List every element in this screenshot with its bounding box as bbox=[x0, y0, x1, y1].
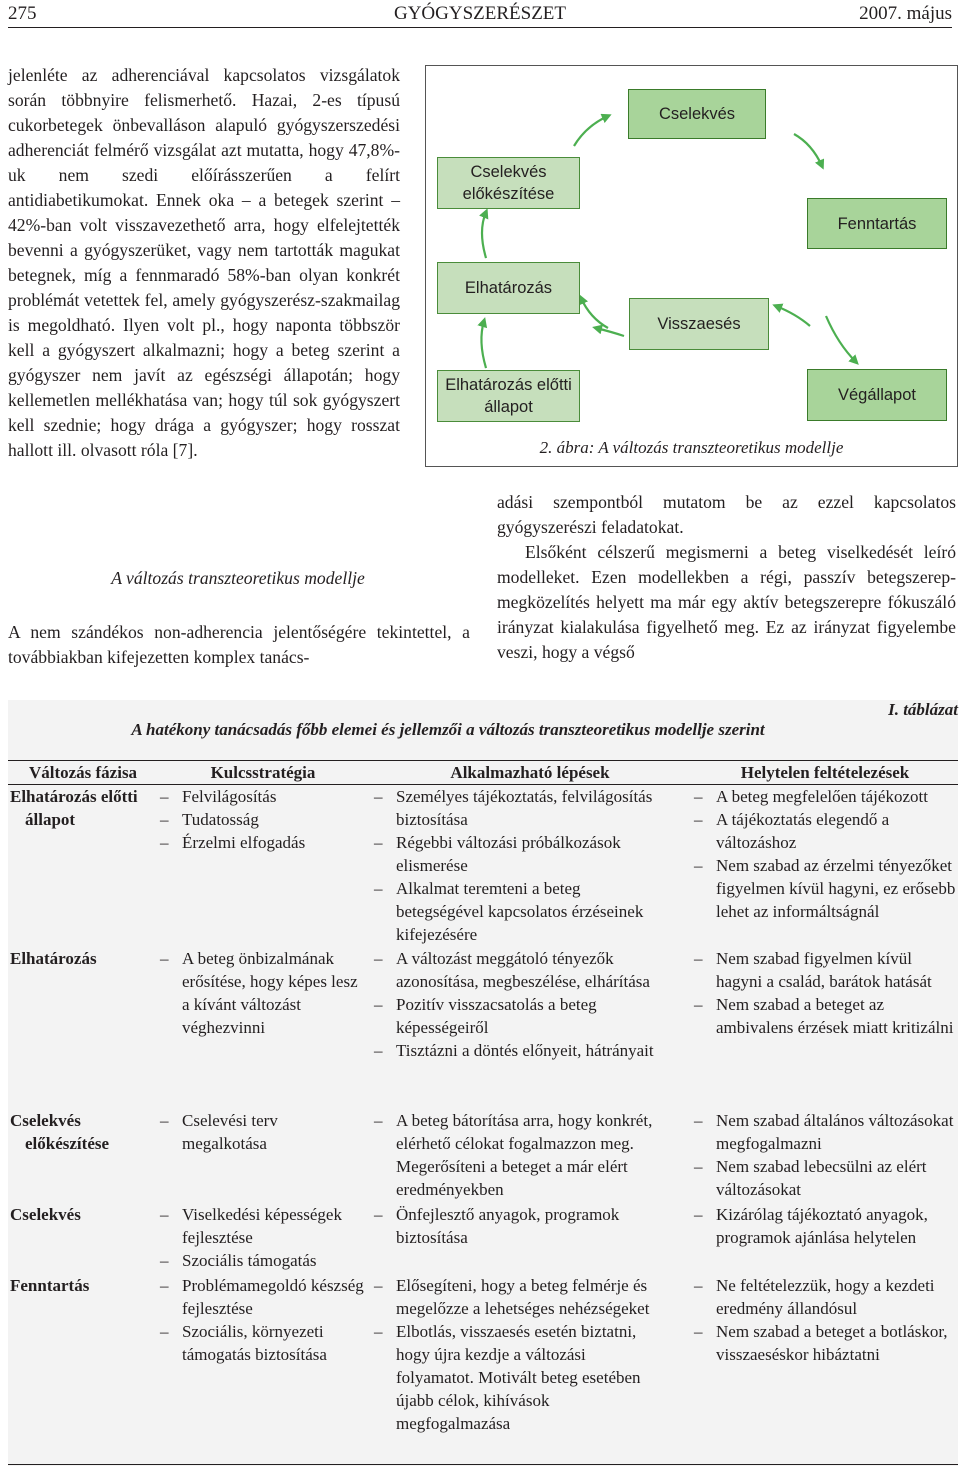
list-item: – Tudatosság bbox=[160, 808, 365, 831]
arrow-relapse-to-preparation bbox=[581, 298, 608, 328]
list-item: – Nem szabad a beteget az ambivalens érzések miatt kritizálni bbox=[694, 993, 956, 1039]
stage-relapse-box bbox=[629, 298, 769, 350]
list-item: – Viselkedési képességek fejlesztése bbox=[160, 1203, 375, 1249]
table-title: A hatékony tanácsadás főbb elemei és jellemzői a változás transzteoretikus modellje szerint bbox=[131, 720, 765, 739]
page-header bbox=[8, 0, 952, 28]
phase-name-line1: Cselekvés bbox=[10, 1205, 81, 1224]
arrow-precontemplation-to-contemplation bbox=[481, 321, 486, 368]
mistakes-cell bbox=[694, 947, 956, 1039]
table-bottom-rule bbox=[8, 1464, 958, 1465]
table-row-phase bbox=[10, 1203, 81, 1226]
list-item: – Elbotlás, visszaesés esetén biztatni, hogy újra kezdje a változási folyamatot. Motivált beteg esetében újabb célok, kihívások megfogalmazása bbox=[374, 1320, 654, 1435]
stage-action-box bbox=[628, 89, 766, 139]
strategy-cell bbox=[160, 1203, 375, 1272]
list-item: – Pozitív visszacsatolás a beteg képességeiről bbox=[374, 993, 654, 1039]
strategy-cell bbox=[160, 947, 365, 1039]
list-item: – Elősegíteni, hogy a beteg felmérje és megelőzze a lehetséges nehézségeket bbox=[374, 1274, 654, 1320]
stage-preparation-label-2: előkészítése bbox=[462, 185, 555, 203]
left-column-text bbox=[8, 63, 400, 463]
table-row-phase bbox=[10, 785, 138, 831]
list-item: – Nem szabad általános változásokat megfogalmazni bbox=[694, 1109, 956, 1155]
stage-preparation-label-1: Cselekvés bbox=[470, 163, 547, 181]
transtheoretical-model-figure bbox=[425, 65, 958, 467]
arrow-contemplation-to-preparation bbox=[482, 212, 486, 258]
header-strategy: Kulcsstratégia bbox=[210, 763, 316, 782]
stage-relapse-label: Visszaesés bbox=[657, 315, 741, 333]
right-paragraph-1: adási szempontból mutatom be az ezzel kapcsolatos gyógyszerészi feladatokat. bbox=[497, 492, 956, 537]
stage-contemplation-label: Elhatározás bbox=[464, 279, 553, 297]
issue-date: 2007. május bbox=[859, 3, 952, 24]
list-item: – A beteg bátorítása arra, hogy konkrét, elérhető célokat fogalmazzon meg. Megerősíteni a beteget a már elért eredményekben bbox=[374, 1109, 654, 1201]
arrow-action-to-maintenance bbox=[794, 134, 822, 166]
list-item: – A változást meggátoló tényezők azonosítása, megbeszélése, elhárítása bbox=[374, 947, 654, 993]
header-steps: Alkalmazható lépések bbox=[450, 763, 610, 782]
list-item: – Nem szabad az érzelmi tényezőket figyelmen kívül hagyni, ez erősebb lehet az informáltságnál bbox=[694, 854, 956, 923]
arrow-maintenance-to-relapse bbox=[776, 306, 810, 326]
list-item: – Alkalmat teremteni a beteg betegségével kapcsolatos érzéseinek kifejezésére bbox=[374, 877, 654, 946]
phase-name-line2: előkészítése bbox=[25, 1134, 110, 1153]
arrow-maintenance-to-termination bbox=[826, 316, 856, 362]
stage-contemplation-box bbox=[437, 262, 580, 314]
steps-cell bbox=[374, 1203, 654, 1249]
stage-maintenance-label: Fenntartás bbox=[837, 214, 917, 233]
list-item: – Nem szabad figyelmen kívül hagyni a család, barátok hatását bbox=[694, 947, 956, 993]
strategy-cell bbox=[160, 785, 365, 854]
list-item: – Nem szabad lebecsülni az elért változásokat bbox=[694, 1155, 956, 1201]
phase-name-line1: Elhatározás előtti bbox=[10, 787, 138, 806]
list-item: – Régebbi változási próbálkozások elismerése bbox=[374, 831, 654, 877]
steps-cell bbox=[374, 1274, 654, 1435]
figure-caption: 2. ábra: A változás transzteoretikus modellje bbox=[539, 438, 844, 457]
phase-name-line1: Cselekvés bbox=[10, 1111, 81, 1130]
list-item: – A beteg megfelelően tájékozott bbox=[694, 785, 956, 808]
table-row-phase bbox=[10, 1274, 89, 1297]
list-item: – Önfejlesztő anyagok, programok biztosítása bbox=[374, 1203, 654, 1249]
strategy-cell bbox=[160, 1274, 365, 1366]
phase-name-line1: Elhatározás bbox=[10, 949, 97, 968]
stage-precontemplation-label-1: Elhatározás előtti bbox=[445, 376, 572, 394]
stage-precontemplation-label-2: állapot bbox=[484, 398, 533, 416]
list-item: – Ne feltételezzük, hogy a kezdeti eredmény állandósul bbox=[694, 1274, 956, 1320]
list-item: – A beteg önbizalmának erősítése, hogy képes lesz a kívánt változást véghezvinni bbox=[160, 947, 365, 1039]
stage-termination-label: Végállapot bbox=[838, 386, 916, 404]
right-paragraph-2: Elsőként célszerű megismerni a beteg viselkedését leíró modelleket. Ezen modellekben a régi, passzív betegszerep-megközelítés helyett ma már egy aktív betegszerepre fókuszáló irányzat kialakulása figyelhető meg. Ez az irányzat figyelembe veszi, hogy a végső bbox=[497, 542, 956, 662]
steps-cell bbox=[374, 947, 654, 1062]
stage-precontemplation-box bbox=[437, 370, 580, 422]
section-title: A változás transzteoretikus modellje bbox=[111, 568, 365, 588]
arrow-preparation-to-action bbox=[574, 116, 608, 146]
table-row-phase bbox=[10, 947, 97, 970]
phase-name-line2: állapot bbox=[25, 810, 76, 829]
steps-cell bbox=[374, 1109, 654, 1201]
mistakes-cell bbox=[694, 1203, 956, 1249]
list-item: – Tisztázni a döntés előnyeit, hátrányait bbox=[374, 1039, 654, 1062]
header-mistakes: Helytelen feltételezések bbox=[740, 763, 910, 782]
list-item: – Kizárólag tájékoztató anyagok, programok ajánlása helytelen bbox=[694, 1203, 956, 1249]
mistakes-cell bbox=[694, 1109, 956, 1201]
strategy-cell bbox=[160, 1109, 365, 1155]
arrow-relapse-to-contemplation bbox=[596, 328, 624, 336]
stage-termination-box bbox=[807, 369, 947, 421]
list-item: – Problémamegoldó készség fejlesztése bbox=[160, 1274, 365, 1320]
header-phase: Változás fázisa bbox=[28, 763, 138, 782]
counseling-table bbox=[8, 700, 958, 1466]
list-item: – Szociális, környezeti támogatás biztosítása bbox=[160, 1320, 365, 1366]
section-intro: A nem szándékos non-adherencia jelentőségére tekintettel, a továbbiakban kifejezetten komplex tanács- bbox=[8, 622, 470, 667]
stage-maintenance-box bbox=[807, 198, 947, 249]
right-column-text bbox=[497, 490, 956, 665]
mistakes-cell bbox=[694, 1274, 956, 1366]
list-item: – A tájékoztatás elegendő a változáshoz bbox=[694, 808, 956, 854]
page-number: 275 bbox=[8, 3, 37, 24]
body-paragraph: jelenléte az adherenciával kapcsolatos vizsgálatok során többnyire felismerhető. Hazai, 2-es típusú cukorbetegek önbevalláson alapuló gyógyszerszedési adherenciát felmérő vizsgálat azt mutatta, hogy 47,8%-uk nem szedi előírásszerűen a felírt antidiabetikumokat. Ennek oka – a betegek szerint – 42%-ban volt visszavezethető arra, hogy elfelejtették bevenni a gyógyszerüket, vagy nem tartották magukat betegnek, míg a fennmaradó 58%-ban olyan konkrét problémát vetettek fel, amely gyógyszerész-szakmailag is megoldható. Ilyen volt pl., hogy naponta többször kell a gyógyszert alkalmazni; hogy a beteg szerint a gyógyszer nem javít az egészségi állapotán; hogy kellemetlen mellékhatása van; hogy túl sok gyógyszert kell szednie; hogy drága a gyógyszer; hogy rosszat hallott ill. olvasott róla [7]. bbox=[8, 65, 400, 460]
list-item: – Nem szabad a beteget a botláskor, visszaeséskor hibáztatni bbox=[694, 1320, 956, 1366]
list-item: – Cselevési terv megalkotása bbox=[160, 1109, 365, 1155]
list-item: – Érzelmi elfogadás bbox=[160, 831, 365, 854]
journal-name: GYÓGYSZERÉSZET bbox=[393, 3, 567, 24]
table-row-phase bbox=[10, 1109, 109, 1155]
list-item: – Szociális támogatás bbox=[160, 1249, 375, 1272]
phase-name-line1: Fenntartás bbox=[10, 1276, 90, 1295]
list-item: – Személyes tájékoztatás, felvilágosítás biztosítása bbox=[374, 785, 654, 831]
list-item: – Felvilágosítás bbox=[160, 785, 365, 808]
steps-cell bbox=[374, 785, 654, 946]
stage-preparation-box bbox=[437, 157, 580, 209]
mistakes-cell bbox=[694, 785, 956, 923]
stage-action-label: Cselekvés bbox=[658, 105, 736, 123]
table-number: I. táblázat bbox=[888, 700, 958, 719]
